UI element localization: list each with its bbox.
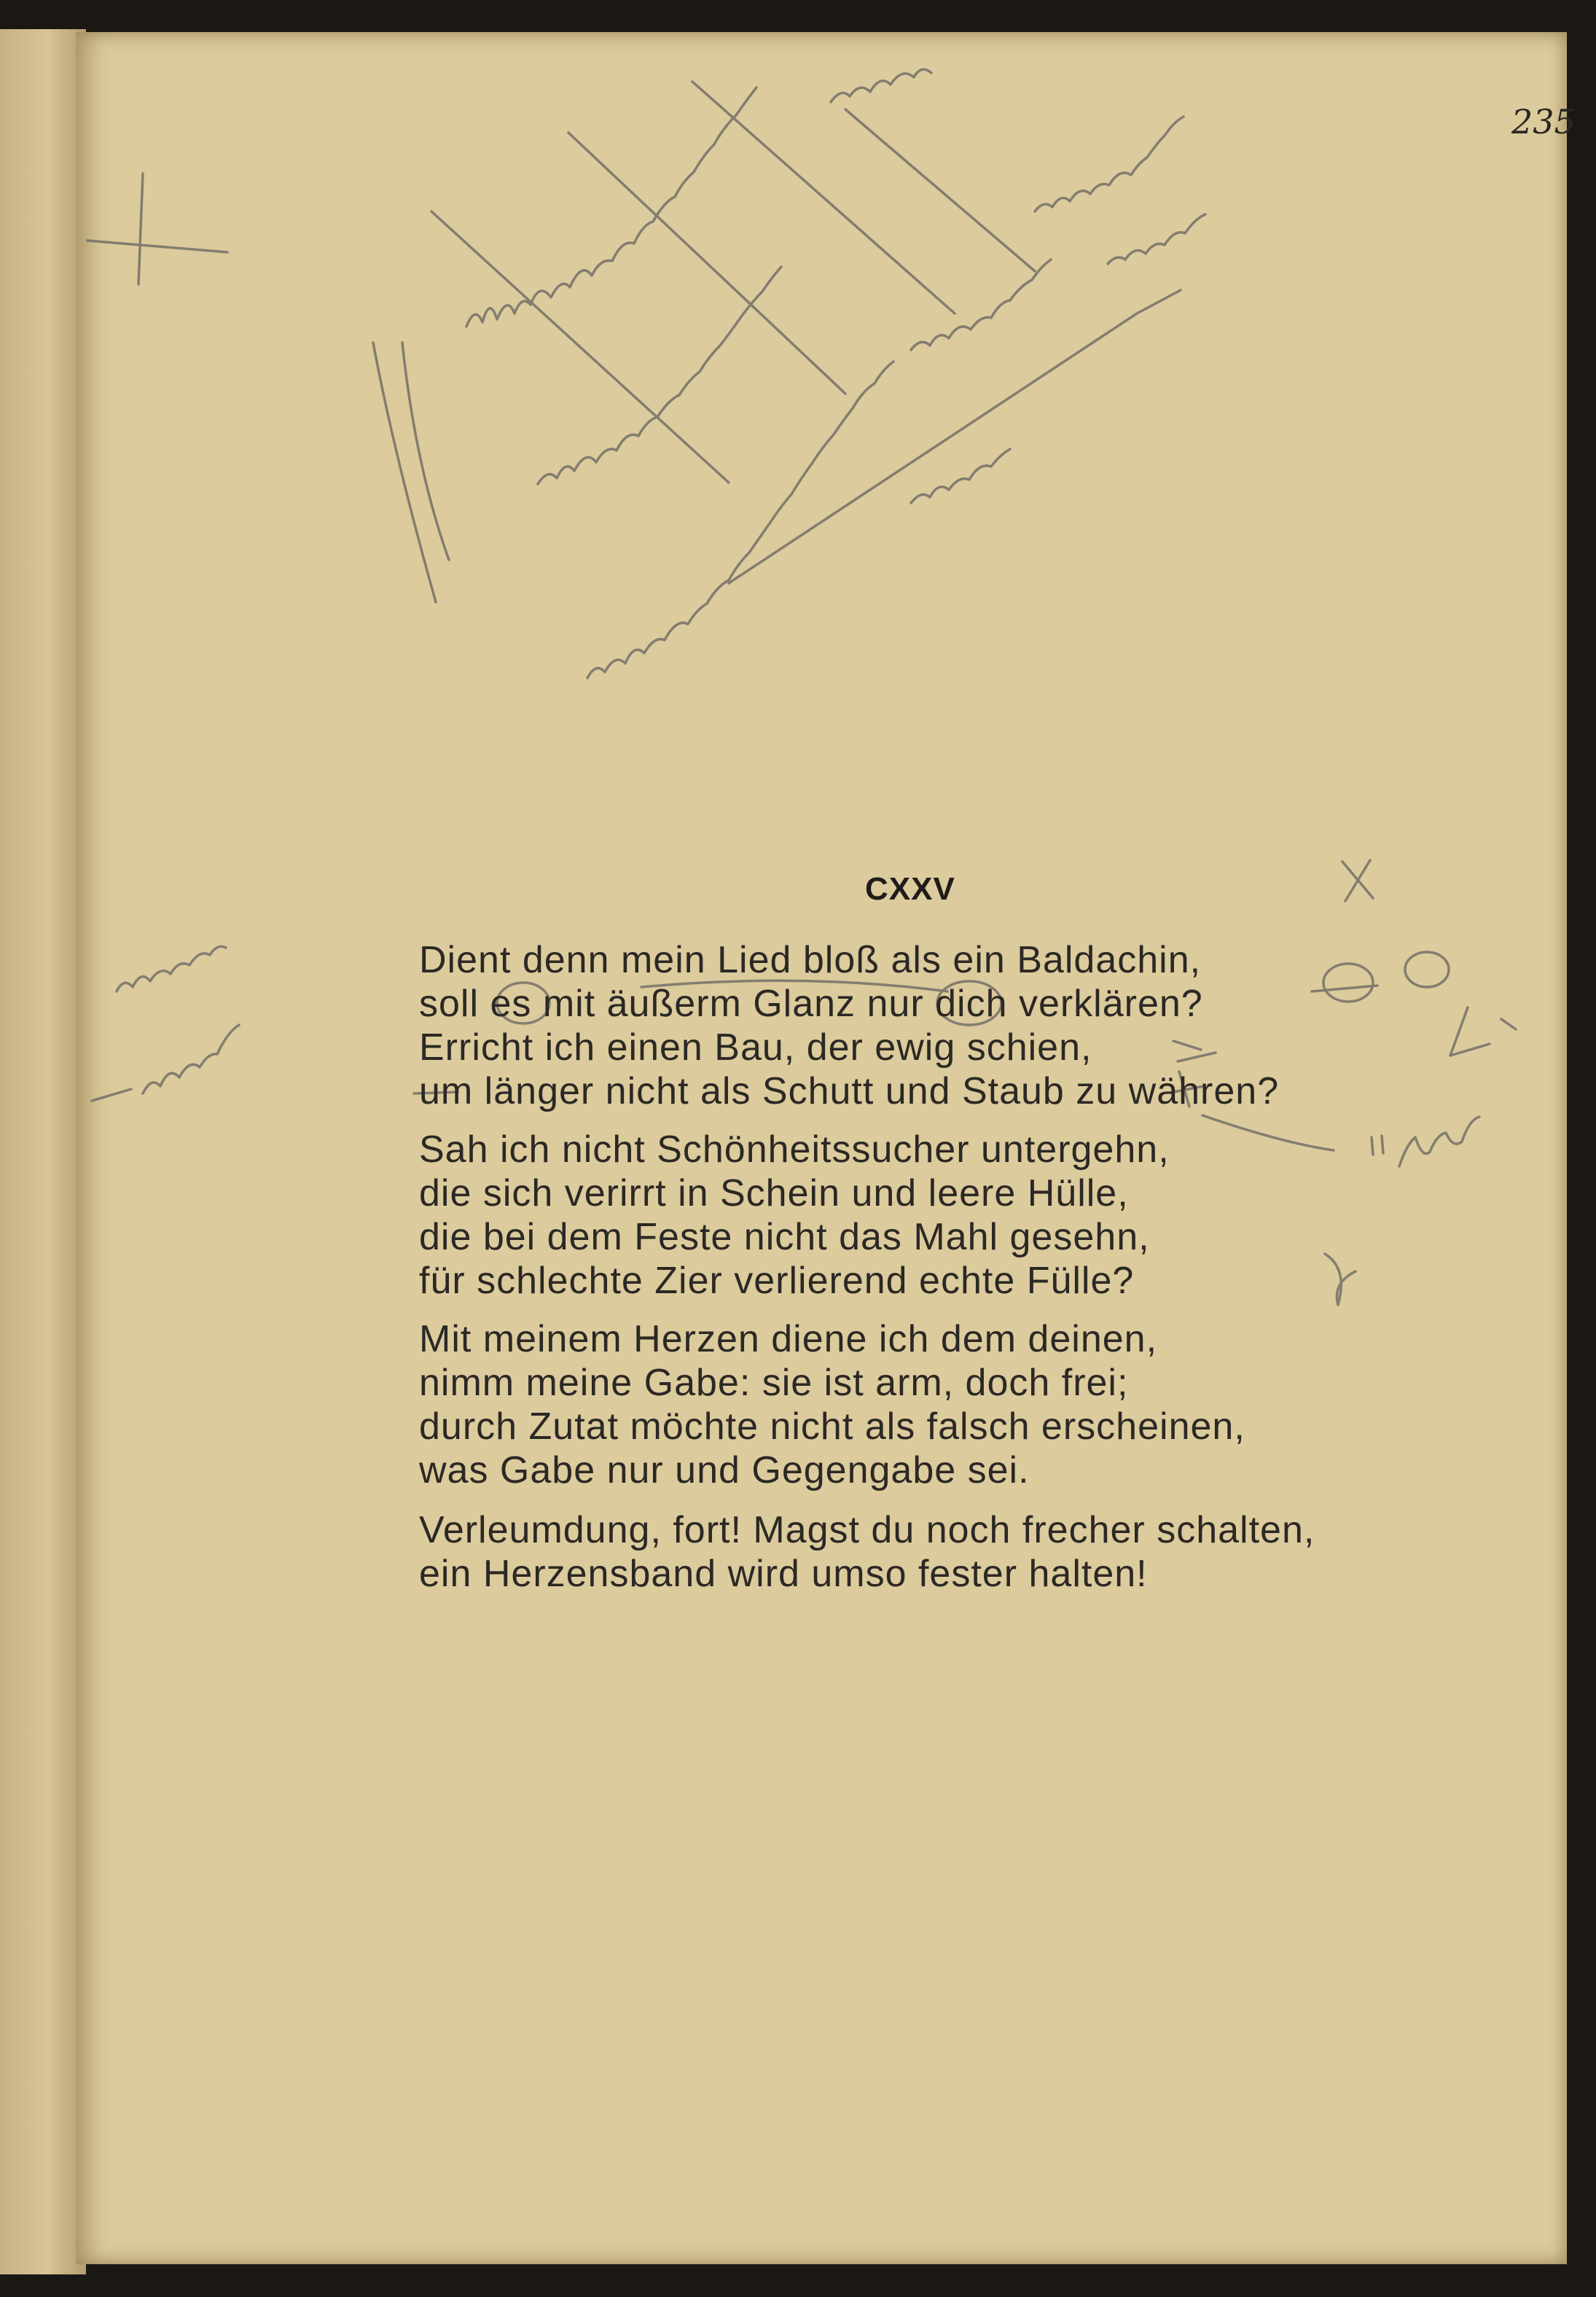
stanza-1 [419, 938, 1279, 1113]
poem-line: die bei dem Feste nicht das Mahl gesehn, [419, 1216, 1150, 1258]
poem-line: die sich verirrt in Schein und leere Hülle, [419, 1172, 1129, 1214]
page-number: 235 [1511, 102, 1576, 141]
stanza-3 [419, 1317, 1245, 1492]
poem-line: Mit meinem Herzen diene ich dem deinen, [419, 1318, 1158, 1360]
poem-line: Dient denn mein Lied bloß als ein Baldachin, [419, 939, 1202, 981]
poem-line: nimm meine Gabe: sie ist arm, doch frei; [419, 1362, 1129, 1404]
poem-line: ein Herzensband wird umso fester halten! [419, 1553, 1148, 1595]
poem-line: für schlechte Zier verlierend echte Fülle? [419, 1260, 1135, 1302]
poem-line: Sah ich nicht Schönheitssucher untergehn, [419, 1128, 1170, 1171]
poem-line: Verleumdung, fort! Magst du noch frecher schalten, [419, 1509, 1315, 1551]
poem-line: durch Zutat möchte nicht als falsch erscheinen, [419, 1405, 1245, 1448]
poem-line: um länger nicht als Schutt und Staub zu währen? [419, 1070, 1280, 1112]
poem-line: was Gabe nur und Gegengabe sei. [419, 1449, 1030, 1491]
poem-title: CXXV [865, 871, 955, 907]
stanza-4 [419, 1508, 1315, 1596]
poem-line: Erricht ich einen Bau, der ewig schien, [419, 1026, 1092, 1069]
poem-line: soll es mit äußerm Glanz nur dich verklären? [419, 983, 1203, 1025]
stanza-2 [419, 1128, 1170, 1303]
